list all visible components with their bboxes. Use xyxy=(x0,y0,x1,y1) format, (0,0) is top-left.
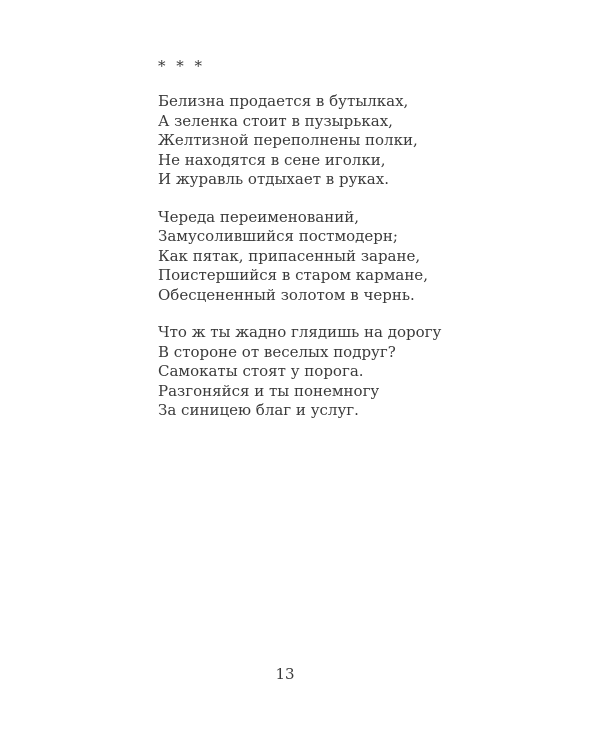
stanza-2 xyxy=(158,208,538,306)
poem-line: Желтизной переполнены полки, xyxy=(158,131,418,149)
poem-line: Белизна продается в бутылках, xyxy=(158,92,409,110)
poem-line: Обесцененный золотом в чернь. xyxy=(158,285,415,304)
poem-line: За синицею благ и услуг. xyxy=(158,401,359,419)
stanza-1 xyxy=(158,92,538,190)
poem-line: Череда переименований, xyxy=(158,207,359,226)
poem xyxy=(158,92,538,439)
poem-line: В стороне от веселых подруг? xyxy=(158,342,396,361)
section-ornament: * * * xyxy=(158,57,206,75)
poem-line: Замусолившийся постмодерн; xyxy=(158,227,398,245)
poem-line: Разгоняйся и ты понемногу xyxy=(158,381,380,400)
poem-line: Как пятак, припасенный заране, xyxy=(158,246,421,265)
poem-line: И журавль отдыхает в руках. xyxy=(158,170,389,188)
poem-line: Самокаты стоят у порога. xyxy=(158,362,364,380)
poem-line: Что ж ты жадно глядишь на дорогу xyxy=(158,323,442,341)
poem-line: А зеленка стоит в пузырьках, xyxy=(158,111,393,130)
poem-line: Поистершийся в старом кармане, xyxy=(158,266,428,284)
stanza-3 xyxy=(158,323,538,421)
page-number: 13 xyxy=(275,665,295,683)
poem-line: Не находятся в сене иголки, xyxy=(158,150,386,169)
